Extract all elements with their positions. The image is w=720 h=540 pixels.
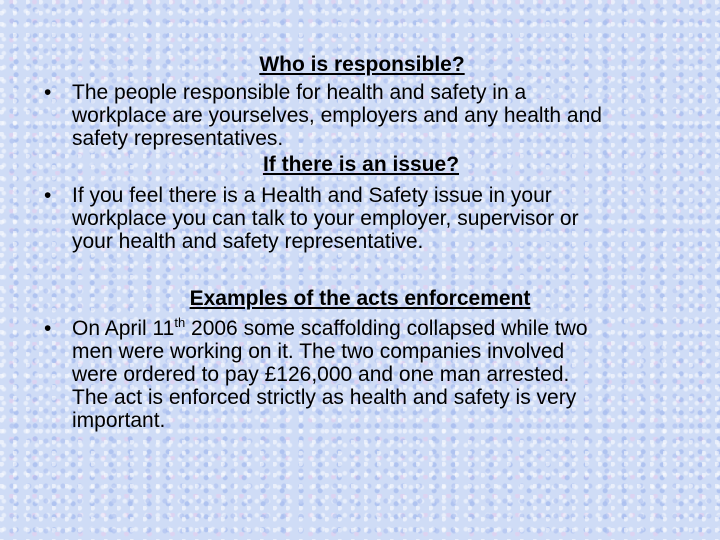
heading-text: If there is an issue? — [262, 153, 460, 176]
bullet-text — [72, 184, 684, 253]
bullet-line-start: On April 11 — [72, 317, 175, 340]
ordinal-suffix: th — [174, 315, 186, 330]
heading-examples-of-enforcement — [0, 287, 720, 310]
bullet-dot: • — [44, 184, 52, 207]
heading-who-is-responsible — [0, 53, 720, 76]
heading-text: Examples of the acts enforcement — [189, 287, 531, 310]
heading-text: Who is responsible? — [259, 53, 465, 76]
bullet-line — [72, 317, 684, 340]
bullet-dot: • — [44, 317, 52, 340]
bullet-text — [72, 81, 684, 150]
bullet-line: important. — [72, 409, 166, 432]
bullet-line-end: 2006 some scaffolding collapsed while two — [185, 317, 588, 340]
bullet-dot: • — [44, 81, 52, 104]
bullet-line: The people responsible for health and safety in a — [72, 81, 527, 104]
bullet-line: The act is enforced strictly as health and safety is very — [72, 386, 577, 409]
bullet-line: safety representatives. — [72, 127, 284, 150]
bullet-line: men were working on it. The two companies involved — [72, 340, 565, 363]
bullet-text — [72, 317, 684, 432]
bullet-line: workplace are yourselves, employers and any health and — [72, 104, 602, 127]
heading-if-there-is-an-issue — [0, 153, 720, 176]
bullet-line: were ordered to pay £126,000 and one man arrested. — [72, 363, 570, 386]
bullet-line: workplace you can talk to your employer, supervisor or — [72, 207, 579, 230]
bullet-line: If you feel there is a Health and Safety issue in your — [72, 184, 552, 207]
bullet-line: your health and safety representative. — [72, 230, 424, 253]
